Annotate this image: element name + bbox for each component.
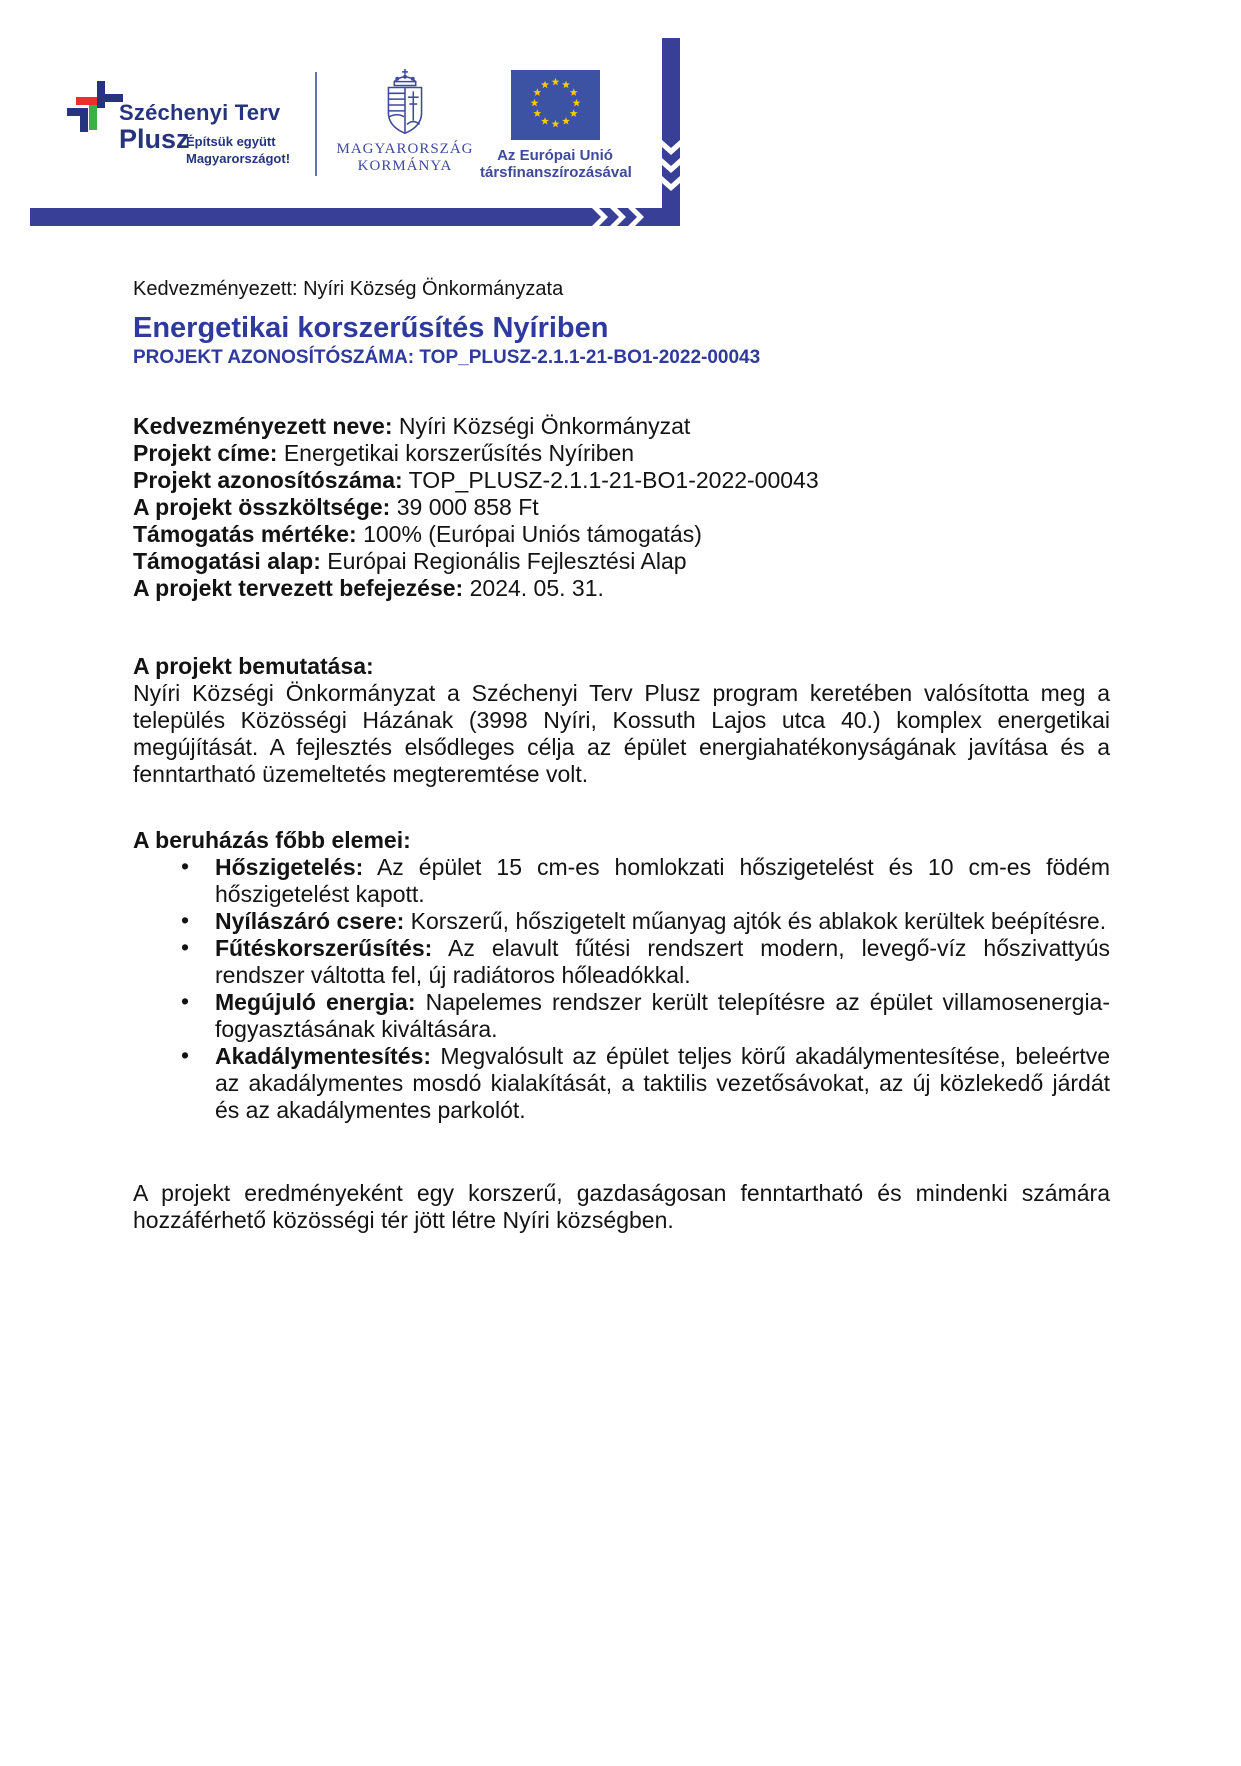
- beneficiary-line: Kedvezményezett: Nyíri Község Önkormányzata: [133, 278, 564, 300]
- government-logo-line2: KORMÁNYA: [357, 158, 453, 174]
- list-item: [133, 854, 1110, 908]
- detail-value: 2024. 05. 31.: [469, 575, 604, 601]
- project-id-line: PROJEKT AZONOSÍTÓSZÁMA: TOP_PLUSZ-2.1.1-21-BO1-2022-00043: [133, 347, 761, 368]
- header-bar-horizontal: [30, 208, 680, 226]
- detail-row: [133, 467, 1110, 494]
- szechenyi-logo-plusz: Plusz: [119, 124, 190, 154]
- detail-row: [133, 440, 1110, 467]
- bullet-text: Megvalósult az épület teljes körű akadálymentesítése, beleértve az akadálymentes mosdó kialakítását, a taktilis vezetősávokat, az új közlekedő járdát és az akadálymentes parkolót.: [215, 1043, 1111, 1123]
- chevrons-right-icon: [592, 208, 662, 226]
- bullet-icon: •: [181, 934, 190, 960]
- detail-value: TOP_PLUSZ-2.1.1-21-BO1-2022-00043: [408, 467, 819, 493]
- cross-arm-down-green: [89, 105, 97, 130]
- detail-row: [133, 575, 1110, 602]
- detail-row: [133, 494, 1110, 521]
- bullet-text: Az épület 15 cm-es homlokzati hőszigetelést és 10 cm-es födém hőszigetelést kapott.: [215, 854, 1110, 907]
- szechenyi-logo-tagline-1: Építsük együtt: [186, 134, 276, 149]
- chevrons-down-icon: [662, 140, 680, 196]
- bullet-icon: •: [181, 907, 190, 933]
- detail-row: [133, 521, 1110, 548]
- bullet-label: Nyílászáró csere:: [215, 908, 405, 934]
- detail-label: Kedvezményezett neve:: [133, 413, 393, 439]
- bullet-label: Akadálymentesítés:: [215, 1043, 432, 1069]
- eu-logo-line1: Az Európai Unió: [497, 147, 613, 164]
- list-item: [133, 908, 1110, 935]
- project-details: [133, 413, 1110, 602]
- szechenyi-logo-tagline-2: Magyarországot!: [186, 151, 291, 166]
- about-paragraph: Nyíri Községi Önkormányzat a Széchenyi Terv Plusz program keretében valósította meg a település Közösségi Házának (3998 Nyíri, Kossuth Lajos utca 40.) komplex energetikai megújítását. A fejlesztés elsődleges célja az épület energiahatékonyságának javítása és a fenntartható üzemeltetés megteremtése volt.: [133, 680, 1110, 787]
- hungary-coat-of-arms-icon: [381, 68, 429, 142]
- detail-value: Energetikai korszerűsítés Nyíriben: [283, 440, 635, 466]
- detail-label: Projekt azonosítószáma:: [133, 467, 403, 493]
- detail-value: 100% (Európai Uniós támogatás): [363, 521, 702, 547]
- bullet-text: Napelemes rendszer került telepítésre az épület villamosenergia-fogyasztásának kiváltására.: [215, 989, 1111, 1042]
- bullet-label: Fűtéskorszerűsítés:: [215, 935, 433, 961]
- detail-label: Projekt címe:: [133, 440, 278, 466]
- elements-heading: A beruházás főbb elemei:: [133, 827, 411, 853]
- document-content: [133, 277, 1110, 1234]
- detail-label: A projekt összköltsége:: [133, 494, 391, 520]
- detail-label: Támogatási alap:: [133, 548, 321, 574]
- elements-list: [133, 854, 1110, 1124]
- government-logo-line1: MAGYARORSZÁG: [336, 141, 474, 157]
- list-item: [133, 1043, 1110, 1124]
- bullet-label: Megújuló energia:: [215, 989, 416, 1015]
- detail-row: [133, 413, 1110, 440]
- detail-value: 39 000 858 Ft: [396, 494, 539, 520]
- bullet-icon: •: [181, 853, 190, 879]
- bullet-icon: •: [181, 1042, 190, 1068]
- bullet-label: Hőszigetelés:: [215, 854, 364, 880]
- szechenyi-logo-title: Széchenyi Terv: [119, 100, 281, 125]
- bullet-icon: •: [181, 988, 190, 1014]
- page-title: Energetikai korszerűsítés Nyíriben: [133, 312, 609, 344]
- detail-value: Európai Regionális Fejlesztési Alap: [327, 548, 687, 574]
- bullet-text: Az elavult fűtési rendszert modern, levegő-víz hőszivattyús rendszer váltotta fel, új radiátoros hőleadókkal.: [215, 935, 1110, 988]
- cross-corner-vertical: [80, 108, 88, 132]
- list-item: [133, 935, 1110, 989]
- detail-label: A projekt tervezett befejezése:: [133, 575, 464, 601]
- detail-label: Támogatás mértéke:: [133, 521, 357, 547]
- about-heading: A projekt bemutatása:: [133, 653, 374, 679]
- eu-logo-line2: társfinanszírozásával: [480, 164, 632, 181]
- detail-value: Nyíri Községi Önkormányzat: [398, 413, 691, 439]
- list-item: [133, 989, 1110, 1043]
- detail-row: [133, 548, 1110, 575]
- bullet-text: Korszerű, hőszigetelt műanyag ajtók és ablakok kerültek beépítésre.: [410, 908, 1107, 934]
- cross-arm-left-red: [76, 97, 97, 105]
- szechenyi-cross-icon: [65, 75, 125, 135]
- header-bar-vertical: [662, 38, 680, 226]
- header-divider: [315, 72, 317, 176]
- closing-paragraph: A projekt eredményeként egy korszerű, gazdaságosan fenntartható és mindenki számára hozzáférhető közösségi tér jött létre Nyíri községben.: [133, 1180, 1110, 1233]
- eu-flag-icon: [511, 70, 600, 140]
